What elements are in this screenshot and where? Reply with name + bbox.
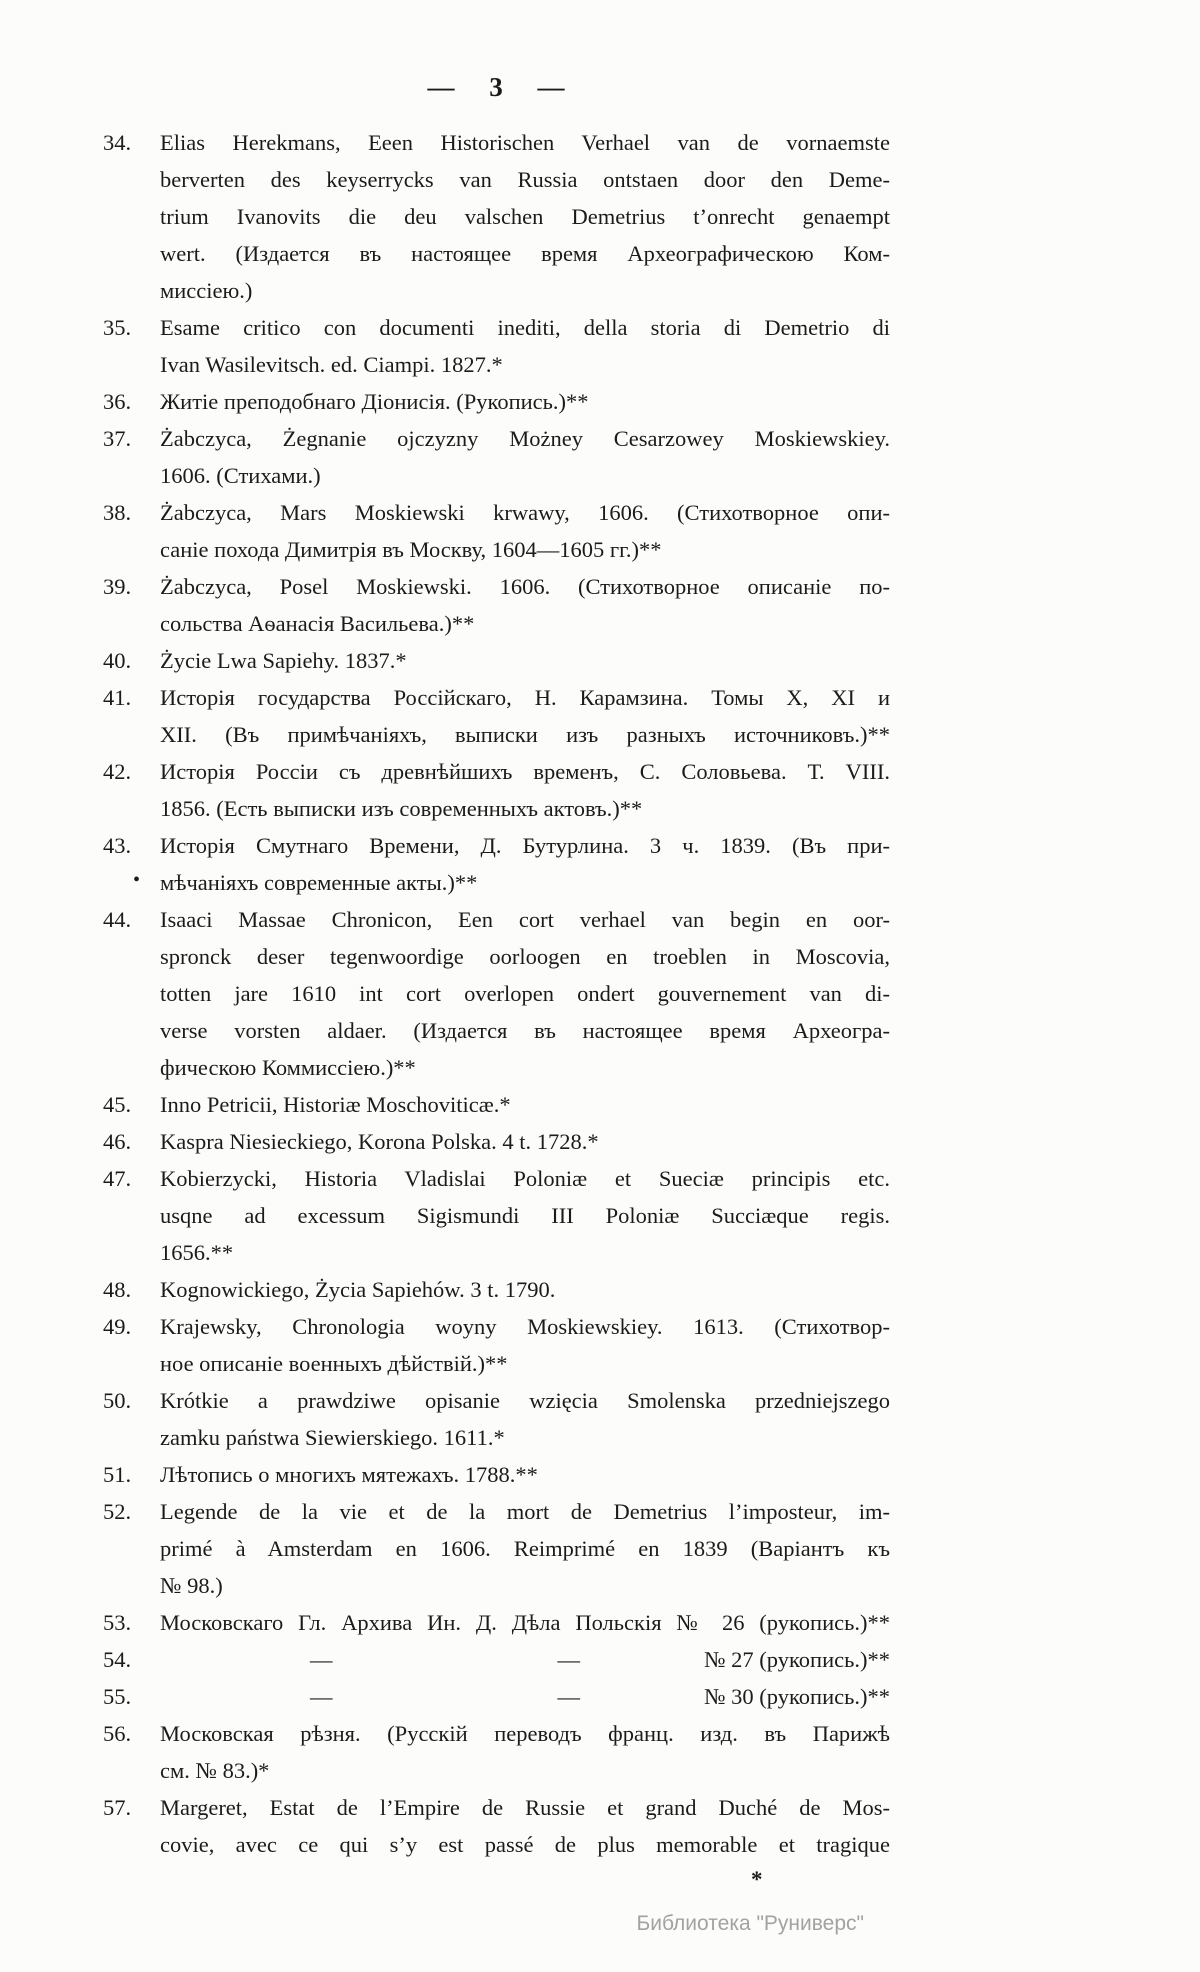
entry-line: 1856. (Есть выписки изъ современныхъ актовъ.)** xyxy=(160,796,643,821)
entry-line: Esame critico con documenti inediti, della storia di Demetrio di xyxy=(160,315,890,340)
entry-number: 45. xyxy=(103,1092,132,1117)
entry xyxy=(103,309,890,383)
footnote-asterisk: * xyxy=(751,1867,763,1892)
entry-number: 39. xyxy=(103,574,132,599)
entry-line: Elias Herekmans, Eeen Historischen Verhael van de vornaemste xyxy=(160,130,890,155)
entry-line: covie, avec ce qui s’y est passé de plus memorable et tragique xyxy=(160,1832,890,1857)
entry-line-ditto xyxy=(160,1678,890,1715)
entry xyxy=(103,901,890,1086)
entry-number: 50. xyxy=(103,1388,132,1413)
entry-line: см. № 83.)* xyxy=(160,1758,270,1783)
entry-number: 44. xyxy=(103,907,132,932)
entry xyxy=(103,1160,890,1271)
entry xyxy=(103,568,890,642)
entry-line: Życie Lwa Sapiehy. 1837.* xyxy=(160,648,407,673)
bibliography-list xyxy=(103,124,890,1897)
entry xyxy=(103,1678,890,1715)
entry-line: № 98.) xyxy=(160,1573,223,1598)
entry-number: 36. xyxy=(103,389,132,414)
entry-number: 57. xyxy=(103,1795,132,1820)
entry-line: primé à Amsterdam en 1606. Reimprimé en 1839 (Варіантъ къ xyxy=(160,1536,890,1561)
entry xyxy=(103,1493,890,1604)
entry-number: 42. xyxy=(103,759,132,784)
entry xyxy=(103,1641,890,1678)
entry-line-ditto xyxy=(160,1641,890,1678)
entry-number: 53. xyxy=(103,1610,132,1635)
entry xyxy=(103,1123,890,1160)
entry-number: 35. xyxy=(103,315,132,340)
entry-line: XII. (Въ примѣчаніяхъ, выписки изъ разныхъ источниковъ.)** xyxy=(160,722,890,747)
entry-line: Kognowickiego, Życia Sapiehów. 3 t. 1790. xyxy=(160,1277,556,1302)
entry-number: 51. xyxy=(103,1462,132,1487)
entry-line: Житіе преподобнаго Діонисія. (Рукопись.)** xyxy=(160,389,589,414)
entry-line: berverten des keyserrycks van Russia ontstaen door den Deme- xyxy=(160,167,890,192)
entry-line: Żabczyca, Żegnanie ojczyzny Możney Cesarzowey Moskiewskiey. xyxy=(160,426,890,451)
entry-number: 41. xyxy=(103,685,132,710)
entry-number: 40. xyxy=(103,648,132,673)
entry-line: Kobierzycki, Historia Vladislai Poloniæ et Sueciæ principis etc. xyxy=(160,1166,890,1191)
ditto-dash: — xyxy=(557,1684,580,1709)
entry-line: wert. (Издается въ настоящее время Археографическою Ком- xyxy=(160,241,890,266)
entry-line: Исторія Россіи съ древнѣйшихъ временъ, С. Соловьева. Т. VIII. xyxy=(160,759,890,784)
entry-number: 55. xyxy=(103,1684,132,1709)
ditto-text: № 27 (рукопись.)** xyxy=(704,1647,890,1672)
entry xyxy=(103,494,890,568)
entry-line: Legende de la vie et de la mort de Demetrius l’imposteur, im- xyxy=(160,1499,890,1524)
entry xyxy=(103,1271,890,1308)
entry-line: ное описаніе военныхъ дѣйствій.)** xyxy=(160,1351,508,1376)
entry-line: zamku państwa Siewierskiego. 1611.* xyxy=(160,1425,505,1450)
entry xyxy=(103,124,890,309)
entry-number: 47. xyxy=(103,1166,132,1191)
print-artifact-dot: • xyxy=(133,869,141,891)
entry-line: Krótkie a prawdziwe opisanie wzięcia Smolenska przedniejszego xyxy=(160,1388,890,1413)
entry-number: 49. xyxy=(103,1314,132,1339)
page-number: — 3 — xyxy=(427,72,566,102)
entry-line: Margeret, Estat de l’Empire de Russie et grand Duché de Mos- xyxy=(160,1795,890,1820)
entry-number: 34. xyxy=(103,130,132,155)
entry-line: саніе похода Димитрія въ Москву, 1604—1605 гг.)** xyxy=(160,537,662,562)
ditto-text: № 30 (рукопись.)** xyxy=(704,1684,890,1709)
entry-number: 38. xyxy=(103,500,132,525)
entry-line: Inno Petricii, Historiæ Moschoviticæ.* xyxy=(160,1092,511,1117)
entry-line: фическою Коммиссіею.)** xyxy=(160,1055,416,1080)
entry xyxy=(103,1382,890,1456)
ditto-dash: — xyxy=(310,1647,333,1672)
entry xyxy=(103,420,890,494)
entry xyxy=(103,827,890,901)
entry xyxy=(103,679,890,753)
entry-line: spronck deser tegenwoordige oorloogen en troeblen in Moscovia, xyxy=(160,944,890,969)
entry-line: Исторія государства Россійскаго, Н. Карамзина. Томы X, XI и xyxy=(160,685,890,710)
entry-line: Московская рѣзня. (Русскій переводъ франц. изд. въ Парижѣ xyxy=(160,1721,890,1746)
entry-line: 1656.** xyxy=(160,1240,234,1265)
entry xyxy=(103,1456,890,1493)
library-watermark: Библиотека "Руниверс" xyxy=(636,1912,864,1935)
entry-number: 56. xyxy=(103,1721,132,1746)
entry xyxy=(103,642,890,679)
entry-line: Московскаго Гл. Архива Ин. Д. Дѣла Польскія № 26 (рукопись.)** xyxy=(160,1610,890,1635)
entry-line: usqne ad excessum Sigismundi III Poloniæ Succiæque regis. xyxy=(160,1203,890,1228)
entry-number: 48. xyxy=(103,1277,132,1302)
entry-number: 52. xyxy=(103,1499,132,1524)
entry-line: Исторія Смутнаго Времени, Д. Бутурлина. 3 ч. 1839. (Въ при- xyxy=(160,833,890,858)
entry xyxy=(103,383,890,420)
ditto-dash: — xyxy=(557,1647,580,1672)
entry-line: сольства Аѳанасія Васильева.)** xyxy=(160,611,475,636)
entry-number: 54. xyxy=(103,1647,132,1672)
entry-line: verse vorsten aldaer. (Издается въ настоящее время Археогра- xyxy=(160,1018,890,1043)
entry xyxy=(103,1604,890,1641)
entry-line: totten jare 1610 int cort overlopen ondert gouvernement van di- xyxy=(160,981,890,1006)
entry-line: trium Ivanovits die deu valschen Demetrius t’onrecht genaempt xyxy=(160,204,890,229)
entry-line: Żabczyca, Mars Moskiewski krwawy, 1606. (Стихотворное опи- xyxy=(160,500,890,525)
entry-line: Лѣтопись о многихъ мятежахъ. 1788.** xyxy=(160,1462,538,1487)
entry-line: Ivan Wasilevitsch. ed. Ciampi. 1827.* xyxy=(160,352,503,377)
entry-line: Kaspra Niesieckiego, Korona Polska. 4 t. 1728.* xyxy=(160,1129,599,1154)
entry xyxy=(103,1789,890,1863)
entry xyxy=(103,1715,890,1789)
entry-line: Krajewsky, Chronologia woyny Moskiewskiey. 1613. (Стихотвор- xyxy=(160,1314,890,1339)
entry-line: мѣчаніяхъ современные акты.)** xyxy=(160,870,478,895)
entry-number: 46. xyxy=(103,1129,132,1154)
entry-number: 37. xyxy=(103,426,132,451)
entry-line: 1606. (Стихами.) xyxy=(160,463,321,488)
ditto-dash: — xyxy=(310,1684,333,1709)
entry xyxy=(103,1308,890,1382)
entry xyxy=(103,753,890,827)
entry-number: 43. xyxy=(103,833,132,858)
entry-line: Żabczyca, Posel Moskiewski. 1606. (Стихотворное описаніе по- xyxy=(160,574,890,599)
entry-line: миссіею.) xyxy=(160,278,253,303)
entry xyxy=(103,1086,890,1123)
entry-line: Isaaci Massae Chronicon, Een cort verhael van begin en oor- xyxy=(160,907,890,932)
